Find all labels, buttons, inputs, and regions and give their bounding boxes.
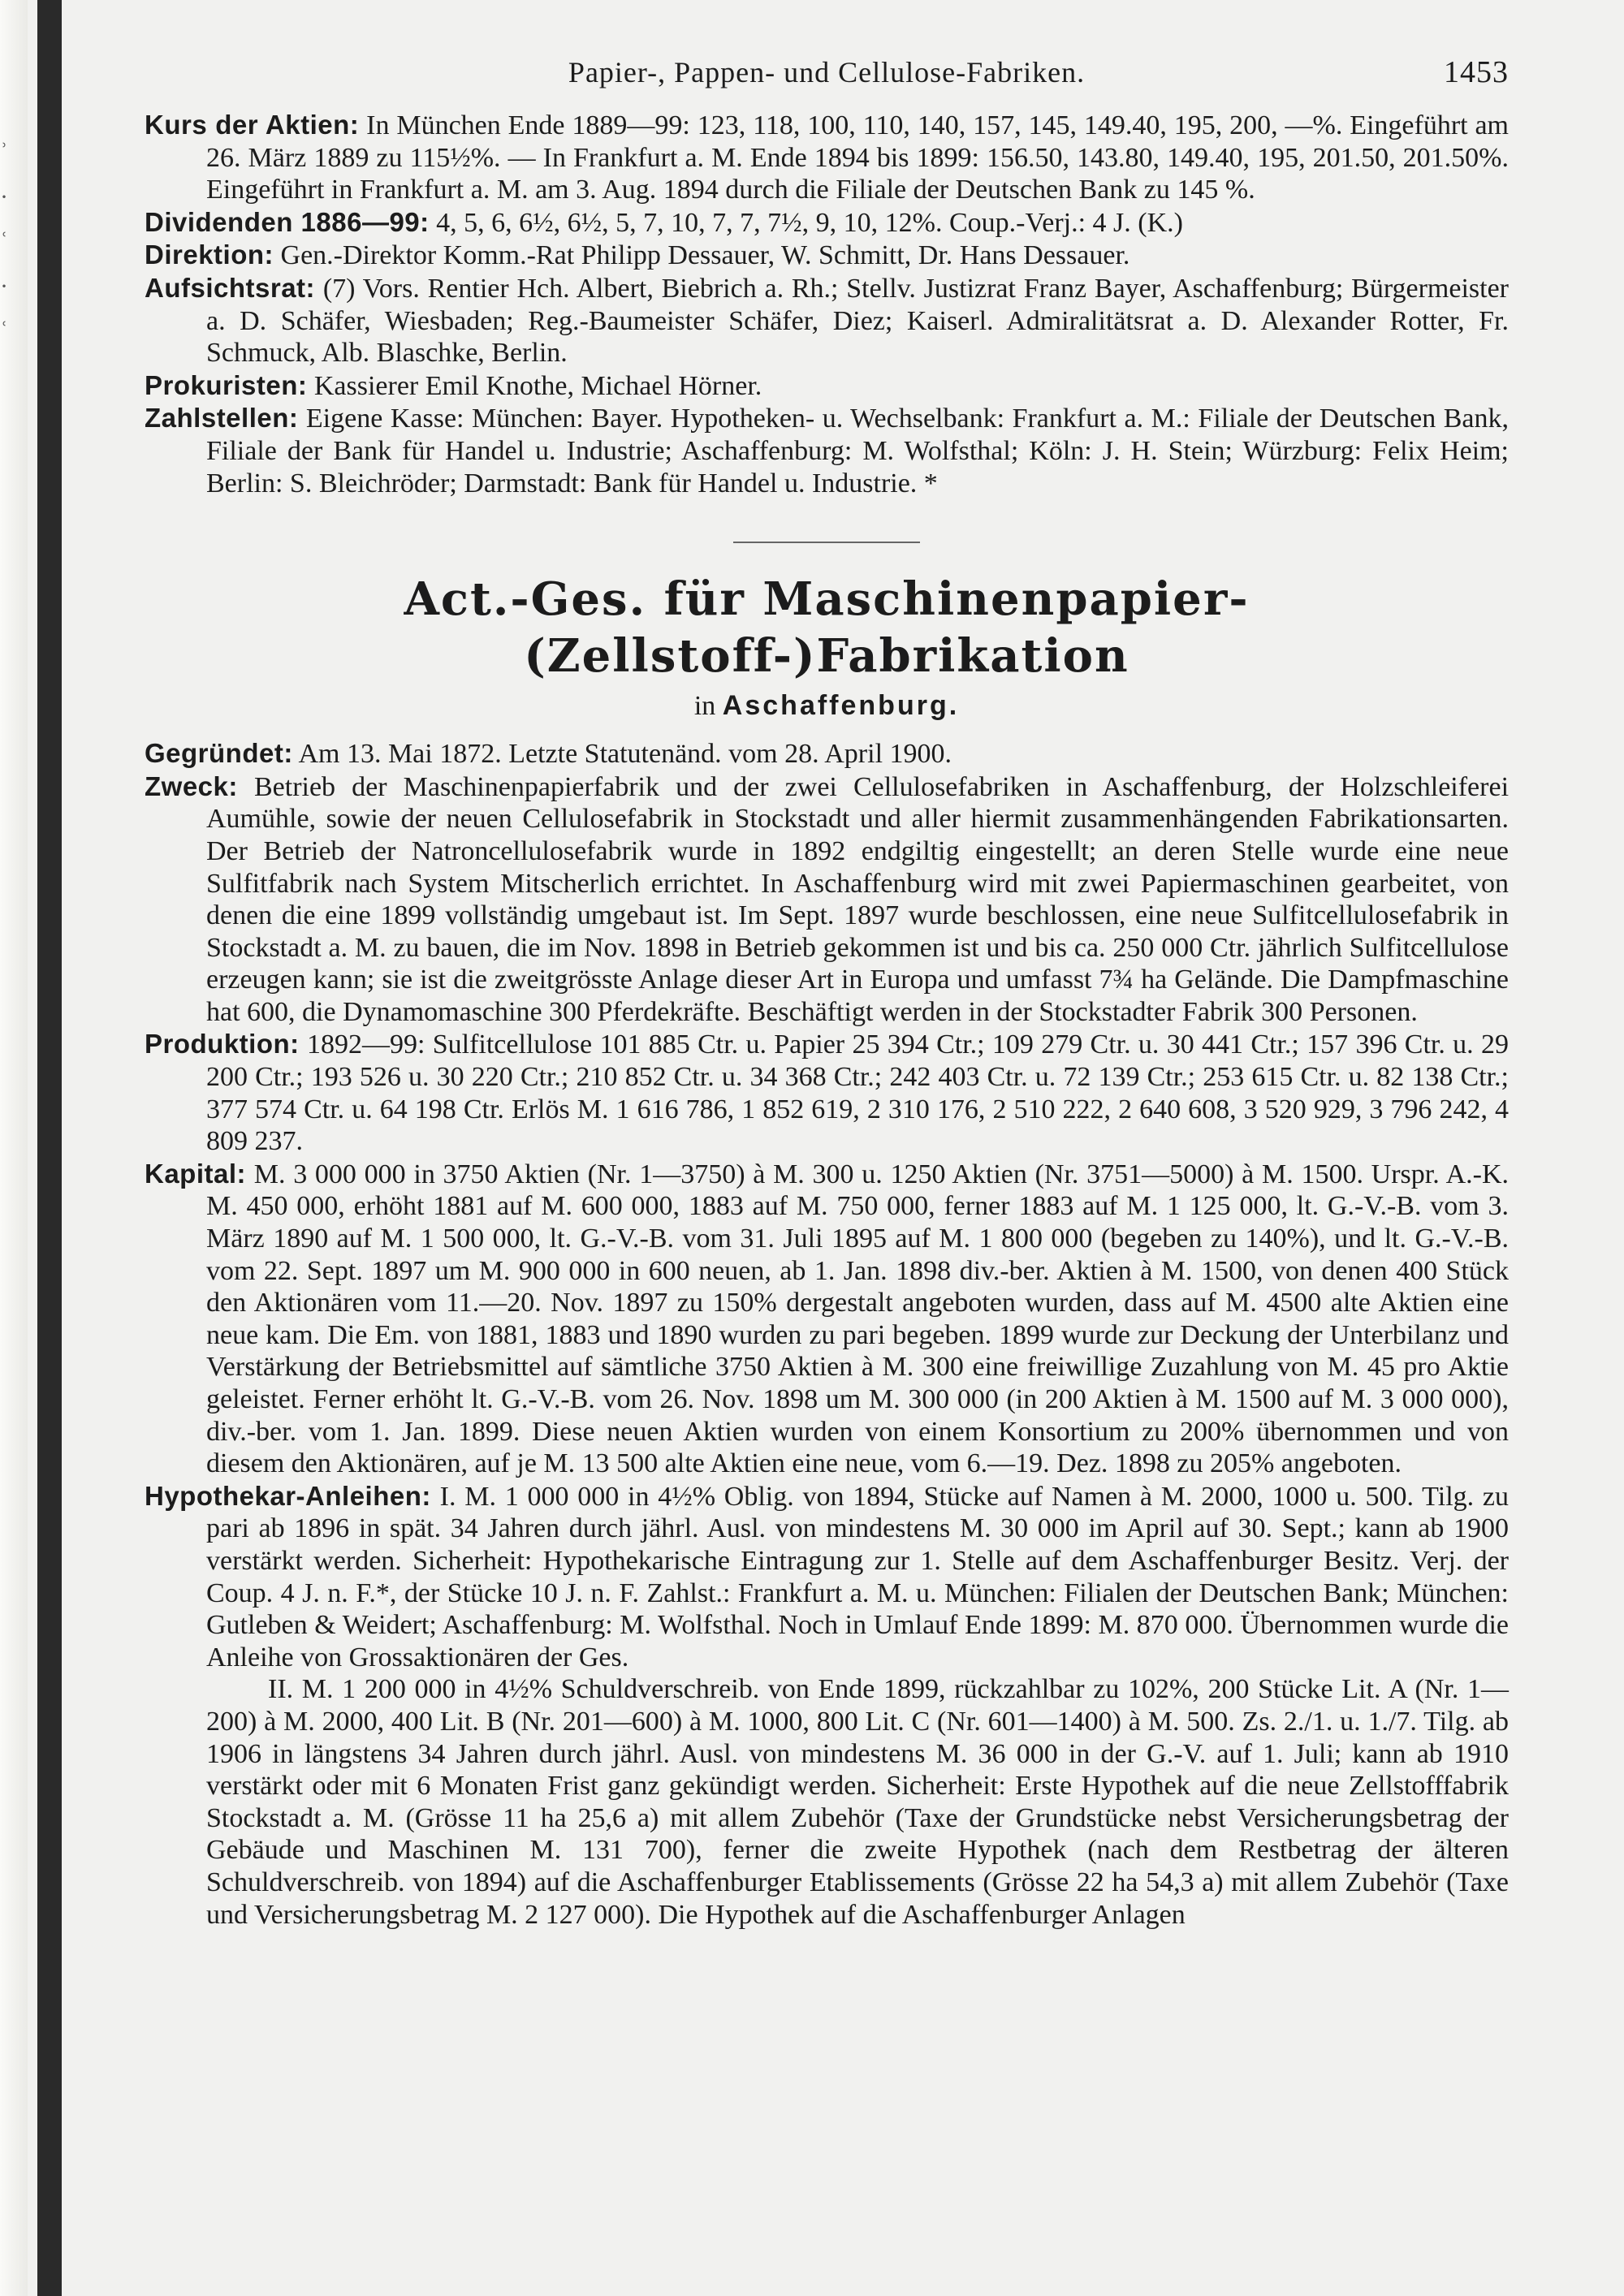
entry-label: Kurs der Aktien:: [145, 110, 360, 140]
margin-mark: ʿ: [0, 228, 8, 255]
margin-mark: ·: [0, 183, 8, 210]
entry-text: Betrieb der Maschinenpapierfabrik und der zwei Cellulosefabriken in Aschaffenburg, der Holzschleiferei Aumühle, sowie der neuen Cellulosefabrik in Stockstadt und aller hiermit zusammenhängenden Fabrikationsarten. Der Betrieb der Natroncellulosefabrik wurde in 1892 endgiltig eingestellt; an deren Stelle wurde eine neue Sulfitfabrik nach System Mitscherlich errichtet. In Aschaffenburg wird mit zwei Papiermaschinen gearbeitet, von denen die eine 1899 vollständig umgebaut ist. Im Sept. 1897 wurde beschlossen, eine neue Sulfitcellulosefabrik in Stockstadt a. M. zu bauen, die im Nov. 1898 in Betrieb gekommen ist und bis ca. 250 000 Ctr. jährlich Sulfitcellulose erzeugen kann; sie ist die zweitgrösste Anlage dieser Art in Europa und umfasst 7¾ ha Gelände. Die Dampfmaschine hat 600, die Dynamomaschine 300 Pferdekräfte. Beschäftigt werden in der Stockstadter Fabrik 300 Personen.: [206, 771, 1510, 1027]
entry-text: Eigene Kasse: München: Bayer. Hypotheken- u. Wechselbank: Frankfurt a. M.: Filiale der Deutschen Bank, Filiale der Bank für Handel u. Industrie; Aschaffenburg: M. Wolfsthal; Köln: J. H. Stein; Würzburg: Felix Heim; Berlin: S. Bleichröder; Darmstadt: Bank für Handel u. Industrie. *: [206, 404, 1509, 498]
company-section: [145, 737, 1509, 1931]
page-number: 1453: [1444, 55, 1509, 89]
entry-hypothekar-anleihen: [145, 1480, 1509, 1674]
entry-zahlstellen: [145, 402, 1509, 499]
anleihe-ii-paragraph: II. M. 1 200 000 in 4½% Schuldverschreib. von Ende 1899, rückzahlbar zu 102%, 200 Stücke Lit. A (Nr. 1—200) à M. 2000, 400 Lit. B (Nr. 201—600) à M. 1000, 800 Lit. C (Nr. 601—1400) à M. 500. Zs. 2./1. u. 1./7. Tilg. ab 1906 in längstens 34 Jahren durch jährl. Ausl. von mindestens M. 36 000 in der G.-V. auf 1. Juli; kann ab 1910 verstärkt oder mit 6 Monaten Frist ganz gekündigt werden. Sicherheit: Erste Hypothek auf die neue Zellstofffabrik Stockstadt a. M. (Grösse 11 ha 25,6 a) mit allem Zubehör (Taxe der Grundstücke nebst Versicherungsbetrag der Gebäude und Maschinen M. 131 700), ferner die zweite Hypothek (nach dem Restbetrag der älteren Schuldverschreib. von 1894) auf die Aschaffenburger Etablissements (Grösse 22 ha 54,3 a) mit allem Zubehör (Taxe und Versicherungsbetrag M. 2 127 000). Die Hypothek auf die Aschaffenburger Anlagen: [206, 1674, 1509, 1930]
margin-mark: ·: [0, 273, 8, 300]
entry-gegruendet: [145, 737, 1509, 770]
entry-text: (7) Vors. Rentier Hch. Albert, Biebrich a. Rh.; Stellv. Justizrat Franz Bayer, Aschaffenburg; Bürgermeister a. D. Schäfer, Wiesbaden; Reg.-Baumeister Schäfer, Diez; Kaiserl. Admiralitätsrat a. D. Alexander Rotter, Fr. Schmuck, Alb. Blaschke, Berlin.: [206, 273, 1510, 369]
margin-mark: ʿ: [0, 317, 8, 344]
running-title: Papier-, Pappen- und Cellulose-Fabriken.: [568, 56, 1086, 88]
entry-text: I. M. 1 000 000 in 4½% Oblig. von 1894, Stücke auf Namen à M. 2000, 1000 u. 500. Tilg. zu pari ab 1896 in spät. 34 Jahren durch jährl. Ausl. von mindestens M. 30 000 im April auf 30. Sept.; kann ab 1900 verstärkt werden. Sicherheit: Hypothekarische Eintragung zur 1. Stelle auf dem Aschaffenburger Besitz. Verj. der Coup. 4 J. n. F.*, der Stücke 10 J. n. F. Zahlst.: Frankfurt a. M. u. München: Filialen der Deutschen Bank; München: Gutleben & Weidert; Aschaffenburg: M. Wolfsthal. Noch in Umlauf Ende 1899: M. 870 000. Übernommen wurde die Anleihe von Grossaktionären der Ges.: [206, 1481, 1509, 1672]
entry-label: Gegründet:: [145, 738, 293, 769]
company-location: [145, 684, 1509, 727]
entry-kurs: [145, 109, 1509, 206]
entry-label: Kapital:: [145, 1158, 247, 1189]
entry-zweck: [145, 770, 1509, 1029]
previous-company-section: [145, 109, 1509, 499]
entry-text: Am 13. Mai 1872. Letzte Statutenänd. vom 28. April 1900.: [298, 739, 952, 770]
document-page: [145, 49, 1509, 1931]
entry-text: Kassierer Emil Knothe, Michael Hörner.: [313, 370, 762, 401]
margin-marks: [0, 130, 24, 353]
company-title: Act.-Ges. für Maschinenpapier-(Zellstoff-)Fabrikation: [404, 572, 1250, 684]
entry-prokuristen: [145, 369, 1509, 403]
entry-aufsichtsrat: [145, 272, 1509, 369]
entry-label: Zweck:: [145, 770, 238, 801]
entry-text: In München Ende 1889—99: 123, 118, 100, 110, 140, 157, 145, 149.40, 195, 200, —%. Eingeführt am 26. März 1889 zu 115½%. — In Frankfurt a. M. Ende 1894 bis 1899: 156.50, 143.80, 149.40, 195, 201.50, 201.50%. Eingeführt in Frankfurt a. M. am 3. Aug. 1894 durch die Filiale der Deutschen Bank zu 145 %.: [206, 110, 1510, 205]
entry-label: Zahlstellen:: [145, 403, 299, 434]
entry-dividenden: [145, 206, 1509, 240]
entry-text: M. 3 000 000 in 3750 Aktien (Nr. 1—3750) à M. 300 u. 1250 Aktien (Nr. 3751—5000) à M. 1500. Urspr. A.-K. M. 450 000, erhöht 1881 auf M. 600 000, 1883 auf M. 750 000, ferner 1883 auf M. 1 125 000, lt. G.-V.-B. vom 3. März 1890 auf M. 1 500 000, lt. G.-V.-B. vom 31. Juli 1895 auf M. 1 800 000 (begeben zu 140%), und lt. G.-V.-B. vom 22. Sept. 1897 um M. 900 000 in 600 neuen, ab 1. Jan. 1898 div.-ber. Aktien à M. 1500, von denen 400 Stück den Aktionären vom 11.—20. Nov. 1897 zu 150% dergestalt angeboten wurden, dass auf M. 4500 alte Aktien eine neue kam. Die Em. von 1881, 1883 und 1890 wurden zu pari begeben. 1899 wurde zur Deckung der Unterbilanz und Verstärkung der Betriebsmittel auf sämtliche 3750 Aktien à M. 300 eine freiwillige Zuzahlung von M. 45 pro Aktie geleistet. Ferner erhöht lt. G.-V.-B. vom 26. Nov. 1898 um M. 300 000 (in 200 Aktien à M. 1500 auf M. 3 000 000), div.-ber. vom 1. Jan. 1899. Diese neuen Aktien wurden von einem Konsortium zu 200% übernommen und von diesem den Aktionären, auf je M. 13 500 alte Aktien eine neue, vom 6.—19. Dez. 1898 zu 205% angeboten.: [206, 1159, 1510, 1479]
entry-label: Produktion:: [145, 1029, 300, 1060]
location-prefix: in: [693, 691, 716, 722]
margin-mark: ʾ: [0, 139, 8, 166]
entry-label: Hypothekar-Anleihen:: [145, 1480, 431, 1511]
location-city: Aschaffenburg.: [722, 690, 960, 722]
section-divider: [733, 542, 920, 543]
entry-label: Prokuristen:: [145, 369, 308, 400]
entry-produktion: [145, 1028, 1509, 1157]
running-head: [145, 49, 1509, 109]
entry-kapital: [145, 1158, 1509, 1480]
binding-spine: [37, 0, 62, 2296]
entry-text: Gen.-Direktor Komm.-Rat Philipp Dessauer, W. Schmitt, Dr. Hans Dessauer.: [280, 240, 1130, 271]
entry-direktion: [145, 239, 1509, 272]
entry-text: 4, 5, 6, 6½, 6½, 5, 7, 10, 7, 7, 7½, 9, 10, 12%. Coup.-Verj.: 4 J. (K.): [436, 207, 1183, 238]
entry-text: 1892—99: Sulfitcellulose 101 885 Ctr. u. Papier 25 394 Ctr.; 109 279 Ctr. u. 30 441 Ctr.; 157 396 Ctr. u. 29 200 Ctr.; 193 526 u. 30 220 Ctr.; 210 852 Ctr. u. 34 368 Ctr.; 242 403 Ctr. u. 72 139 Ctr.; 253 615 Ctr. u. 82 138 Ctr.; 377 574 Ctr. u. 64 198 Ctr. Erlös M. 1 616 786, 1 852 619, 2 310 176, 2 510 222, 2 640 608, 3 520 929, 3 796 242, 4 809 237.: [206, 1029, 1509, 1157]
entry-label: Aufsichtsrat:: [145, 272, 316, 303]
entry-label: Dividenden 1886—99:: [145, 206, 430, 237]
entry-label: Direktion:: [145, 240, 274, 270]
